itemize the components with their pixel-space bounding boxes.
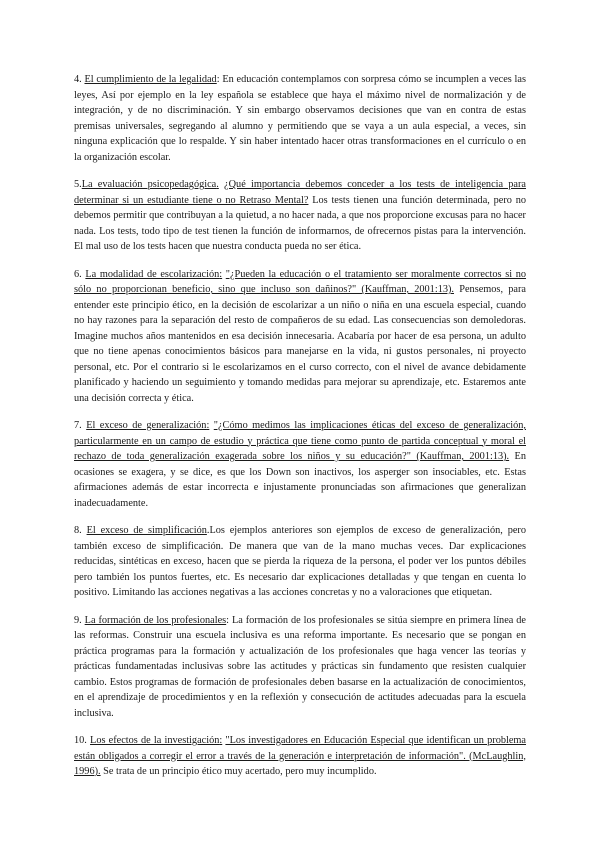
paragraph-7	[74, 418, 526, 511]
paragraph-heading: El cumplimiento de la legalidad	[84, 74, 217, 85]
paragraph-5	[74, 177, 526, 255]
paragraph-body: Pensemos, para entender este principio ético, en la decisión de escolarizar a un niño o niña en una escuela especial, cuando no hay razones para la separación del resto de compañeros de su edad. Las consecuencias son demoledoras. Imagine muchos años mantenidos en esa decisión innecesaria. Acabaría por hacer de esa persona, un adulto que no tiene apenas conocimientos básicos para manejarse en la vida, ni gustos personales, ni proyecto personal, etc. Por el contrario si le escolarizamos en el curso correcto, con el nivel de avance debidamente planificado y haciendo un seguimiento y tomando medidas para mejorar su aprendizaje, etc. Estaremos ante una decisión correcta y ética.	[74, 284, 526, 404]
heading-separator: :	[216, 74, 220, 85]
paragraph-quote: "¿Cómo medimos las implicaciones éticas del exceso de generalización, particularmente en un campo de estudio y práctica que tiene como punto de partida conceptual y moral el rechazo de toda generalización exagerada sobre los niños y su educación?" (Kauffman, 2001:13).	[74, 420, 526, 462]
paragraph-number: 6.	[74, 268, 82, 280]
paragraph-body: Se trata de un principio ético muy acertado, pero muy incumplido.	[100, 766, 377, 777]
paragraph-quote: "¿Pueden la educación o el tratamiento ser moralmente correctos si no sólo no proporcionan beneficio, sino que incluso son dañinos?" (Kauffman, 2001:13).	[74, 268, 527, 295]
paragraph-quote: "Los investigadores en Educación Especial que identifican un problema están obligados a corregir el error a través de la generación e interpretación de información". (McLaughlin, 1996).	[74, 735, 527, 777]
document-page	[74, 72, 526, 792]
heading-separator: .	[216, 179, 219, 190]
paragraph-9	[74, 613, 526, 722]
heading-separator: :	[219, 735, 223, 746]
paragraph-4	[74, 72, 526, 165]
paragraph-number: 9.	[74, 614, 82, 626]
paragraph-body: En ocasiones se exagera, y se dice, es que los Down son inactivos, los asperger son insociables, etc. Estas afirmaciones además de estar incorrecta e injustamente pronunciadas son afirmaciones que generalizan inadecuadamente.	[74, 451, 526, 509]
paragraph-quote: ¿Qué importancia debemos conceder a los tests de inteligencia para determinar si un estudiante tiene o no Retraso Mental?	[74, 179, 526, 206]
paragraph-heading: Los efectos de la investigación	[90, 735, 220, 746]
paragraph-6	[74, 267, 526, 407]
heading-separator: :	[226, 614, 230, 626]
paragraph-body: La formación de los profesionales se sitúa siempre en primera línea de las reformas. Construir una escuela inclusiva es una reforma importante. Es necesario que se pongan en práctica programas para la formación y actualización de los profesionales que haga vencer las teorías y prácticas fundamentadas inclusivas sobre las actitudes y prácticas sin fundamento que resisten cualquier cambio. Estos programas de formación de profesionales deben basarse en la actualización de conocimientos, en el aprendizaje de procedimientos y en la reflexión y consecución de actitudes adecuadas para la escuela inclusiva.	[74, 614, 526, 719]
paragraph-number: 4.	[74, 74, 82, 85]
heading-separator: :	[219, 268, 223, 280]
paragraph-body: Los tests tienen una función determinada, pero no debemos permitir que contribuyan a la quietud, a no hacer nada, a que nos proporcione excusas para no hacer nada. Los tests, todo tipo de test tienen la función de informarnos, de ofrecernos pistas para la intervención. El mal uso de los tests hacen que nuestra conducta pueda no ser ética.	[74, 194, 526, 252]
paragraph-number: 5.	[74, 179, 82, 190]
heading-separator: :	[206, 420, 210, 431]
paragraph-10	[74, 733, 526, 780]
paragraph-number: 7.	[74, 420, 82, 431]
paragraph-heading: La evaluación psicopedagógica	[81, 179, 217, 190]
paragraph-heading: La formación de los profesionales	[84, 614, 227, 626]
heading-separator: .	[206, 525, 210, 536]
paragraph-body: Los ejemplos anteriores son ejemplos de exceso de generalización, pero también exceso de simplificación. De manera que van de la mano muchas veces. Dar explicaciones reducidas, sintéticas en exceso, hacen que se pierda la riqueza de la persona, el poder ver los puntos débiles pero también los puntos fuertes, etc. Es necesario dar explicaciones detalladas y que tengan en cuenta lo positivo. Limitando las acciones negativas a las acciones concretas y no a valoraciones que etiquetan.	[74, 525, 527, 598]
paragraph-body: En educación contemplamos con sorpresa cómo se incumplen a veces las leyes, Así por ejemplo en la ley española se establece que haya el máximo nivel de normalización y de integración, y de no discriminación. Y sin embargo observamos decisiones que van en contra de estas premisas universales, segregando al alumno y permitiendo que se vaya a un aula especial, a veces, sin ninguna explicación que lo respalde. Y sin haber intentado hacer otras transformaciones en el currículo o en la organización escolar.	[74, 74, 526, 163]
paragraph-8	[74, 523, 526, 601]
paragraph-heading: El exceso de simplificación	[86, 525, 207, 536]
paragraph-heading: La modalidad de escolarización	[85, 268, 220, 280]
paragraph-number: 10.	[74, 735, 87, 746]
paragraph-heading: El exceso de generalización	[86, 420, 207, 431]
paragraph-number: 8.	[74, 525, 82, 536]
